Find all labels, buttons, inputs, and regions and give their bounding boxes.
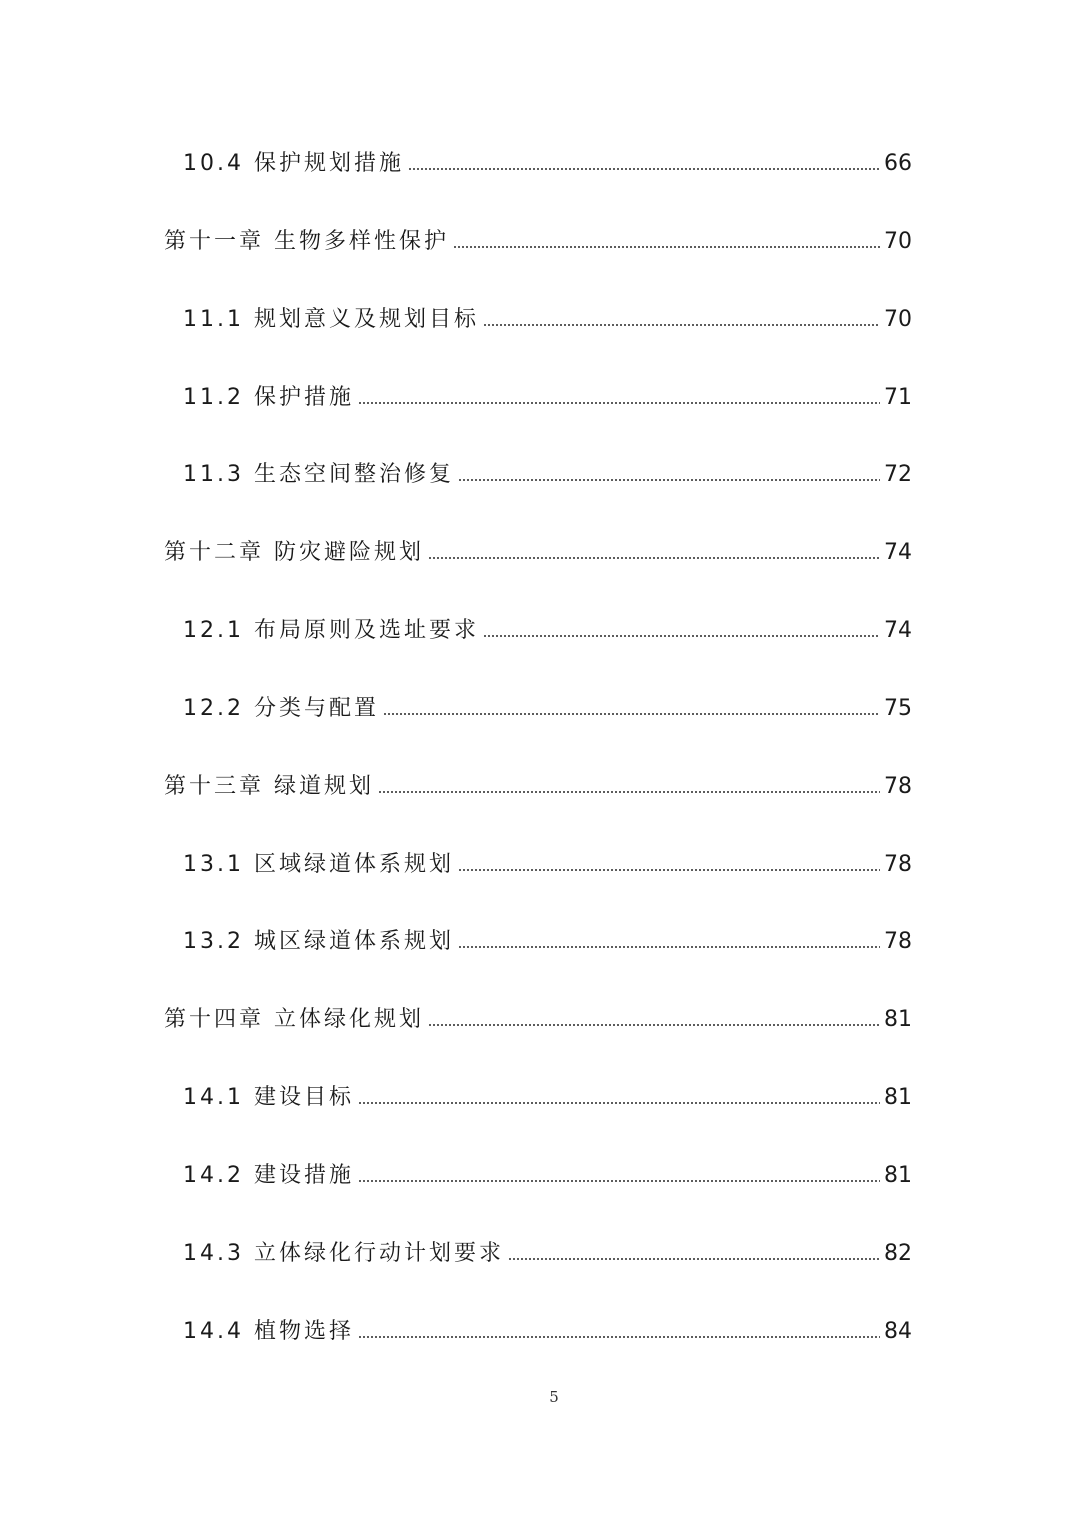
toc-entry-label: 11.2 保护措施 [183, 385, 354, 410]
toc-entry-13-2[interactable] [183, 922, 912, 962]
toc-leader-dots [408, 168, 880, 170]
toc-entry-11-3[interactable] [183, 455, 912, 495]
toc-entry-chapter-13[interactable] [164, 767, 912, 807]
toc-entry-page: 66 [884, 151, 912, 176]
toc-entry-page: 78 [884, 852, 912, 877]
toc-leader-dots [458, 946, 880, 948]
toc-entry-label: 11.1 规划意义及规划目标 [183, 307, 479, 332]
toc-entry-chapter-12[interactable] [164, 533, 912, 573]
toc-entry-label: 第十二章 防灾避险规划 [164, 540, 424, 565]
toc-entry-13-1[interactable] [183, 845, 912, 885]
toc-leader-dots [358, 1180, 880, 1182]
toc-leader-dots [358, 1102, 880, 1104]
toc-entry-label: 12.2 分类与配置 [183, 696, 379, 721]
toc-entry-14-2[interactable] [183, 1156, 912, 1196]
toc-leader-dots [483, 635, 880, 637]
toc-leader-dots [358, 402, 880, 404]
toc-entry-label: 第十一章 生物多样性保护 [164, 229, 449, 254]
toc-leader-dots [483, 324, 880, 326]
toc-entry-page: 78 [884, 929, 912, 954]
toc-entry-14-4[interactable] [183, 1312, 912, 1352]
toc-entry-page: 74 [884, 540, 912, 565]
toc-leader-dots [458, 479, 880, 481]
toc-entry-label: 10.4 保护规划措施 [183, 151, 404, 176]
toc-leader-dots [453, 246, 880, 248]
toc-entry-label: 14.1 建设目标 [183, 1085, 354, 1110]
toc-entry-page: 70 [884, 229, 912, 254]
toc-leader-dots [428, 1024, 880, 1026]
toc-entry-label: 第十三章 绿道规划 [164, 774, 374, 799]
toc-entry-12-1[interactable] [183, 611, 912, 651]
toc-entry-label: 14.4 植物选择 [183, 1319, 354, 1344]
toc-leader-dots [358, 1336, 880, 1338]
toc-entry-page: 81 [884, 1163, 912, 1188]
toc-entry-11-2[interactable] [183, 378, 912, 418]
toc-entry-14-3[interactable] [183, 1234, 912, 1274]
toc-entry-label: 13.2 城区绿道体系规划 [183, 929, 454, 954]
toc-entry-page: 71 [884, 385, 912, 410]
toc-entry-label: 14.3 立体绿化行动计划要求 [183, 1241, 504, 1266]
page-number: 5 [549, 1388, 559, 1406]
toc-entry-page: 70 [884, 307, 912, 332]
toc-leader-dots [378, 791, 880, 793]
toc-entry-page: 75 [884, 696, 912, 721]
toc-entry-page: 82 [884, 1241, 912, 1266]
toc-entry-page: 74 [884, 618, 912, 643]
toc-entry-10-4[interactable] [183, 144, 912, 184]
toc-entry-page: 78 [884, 774, 912, 799]
toc-entry-12-2[interactable] [183, 689, 912, 729]
toc-leader-dots [458, 869, 880, 871]
toc-entry-page: 81 [884, 1085, 912, 1110]
toc-entry-11-1[interactable] [183, 300, 912, 340]
toc-entry-14-1[interactable] [183, 1078, 912, 1118]
toc-entry-page: 72 [884, 462, 912, 487]
toc-entry-label: 11.3 生态空间整治修复 [183, 462, 454, 487]
toc-entry-chapter-14[interactable] [164, 1000, 912, 1040]
toc-leader-dots [428, 557, 880, 559]
toc-entry-label: 13.1 区域绿道体系规划 [183, 852, 454, 877]
toc-leader-dots [383, 713, 880, 715]
toc-entry-label: 第十四章 立体绿化规划 [164, 1007, 424, 1032]
toc-entry-label: 12.1 布局原则及选址要求 [183, 618, 479, 643]
toc-entry-page: 81 [884, 1007, 912, 1032]
toc-leader-dots [508, 1258, 880, 1260]
toc-entry-chapter-11[interactable] [164, 222, 912, 262]
toc-entry-page: 84 [884, 1319, 912, 1344]
toc-entry-label: 14.2 建设措施 [183, 1163, 354, 1188]
